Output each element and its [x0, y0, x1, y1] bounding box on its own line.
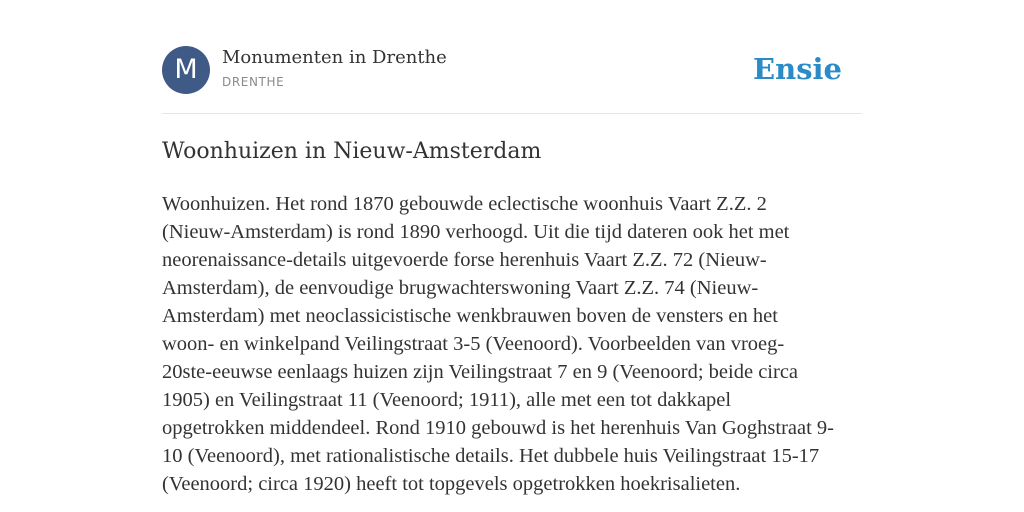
- avatar[interactable]: M: [162, 46, 210, 94]
- body-line: 20ste-eeuwse eenlaags huizen zijn Veilingstraat 7 en 9 (Veenoord; beide circa: [162, 361, 799, 383]
- article-title: Woonhuizen in Nieuw-Amsterdam: [162, 139, 542, 164]
- brand-logo[interactable]: Ensie: [753, 52, 842, 86]
- body-line: opgetrokken middendeel. Rond 1910 gebouwd is het herenhuis Van Goghstraat 9-: [162, 417, 835, 439]
- body-line: Amsterdam), de eenvoudige brugwachterswoning Vaart Z.Z. 74 (Nieuw-: [162, 277, 759, 299]
- body-line: 1905) en Veilingstraat 11 (Veenoord; 1911), alle met een tot dakkapel: [162, 389, 732, 411]
- body-line: neorenaissance-details uitgevoerde forse herenhuis Vaart Z.Z. 72 (Nieuw-: [162, 249, 767, 271]
- body-line: Amsterdam) met neoclassicistische wenkbrauwen boven de vensters en het: [162, 305, 778, 327]
- body-line: 10 (Veenoord), met rationalistische details. Het dubbele huis Veilingstraat 15-17: [162, 445, 820, 467]
- body-line: Woonhuizen. Het rond 1870 gebouwde eclectische woonhuis Vaart Z.Z. 2: [162, 193, 767, 215]
- article-body: [162, 190, 862, 498]
- body-line: (Veenoord; circa 1920) heeft tot topgevels opgetrokken hoekrisalieten.: [162, 473, 741, 495]
- header: [162, 46, 862, 96]
- body-line: woon- en winkelpand Veilingstraat 3-5 (Veenoord). Voorbeelden van vroeg-: [162, 333, 785, 355]
- site-title[interactable]: Monumenten in Drenthe: [222, 47, 447, 68]
- body-line: (Nieuw-Amsterdam) is rond 1890 verhoogd. Uit die tijd dateren ook het met: [162, 221, 790, 243]
- site-subtitle[interactable]: DRENTHE: [222, 75, 285, 89]
- header-divider: [162, 113, 862, 114]
